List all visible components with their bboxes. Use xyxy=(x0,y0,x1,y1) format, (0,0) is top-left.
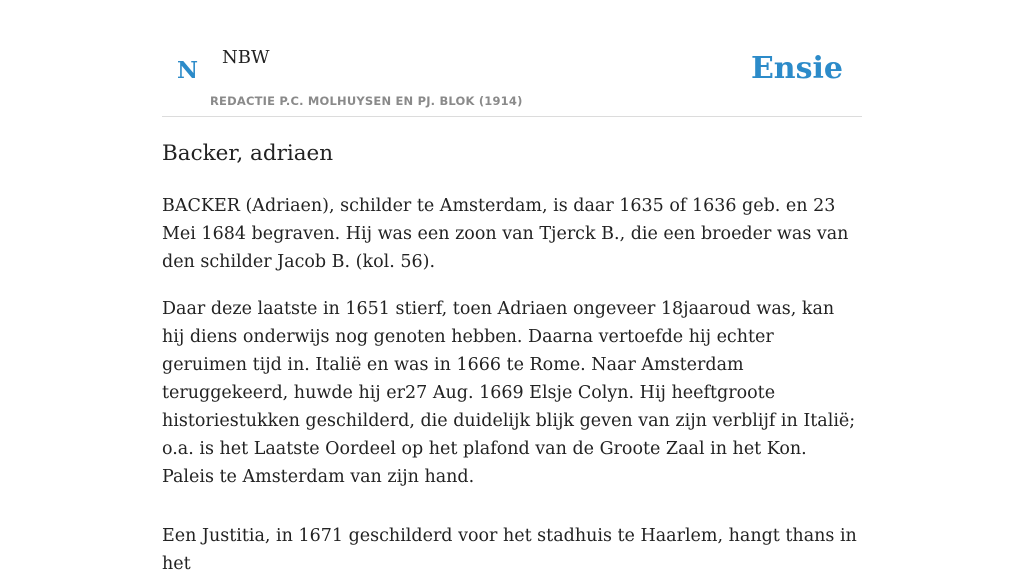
brand-logo-link[interactable]: Ensie xyxy=(750,51,843,86)
article-paragraph: BACKER (Adriaen), schilder te Amsterdam, is daar 1635 of 1636 geb. en 23 Mei 1684 begraven. Hij was een zoon van Tjerck B., die een broeder was van den schilder Jacob B. (kol. 56). xyxy=(162,196,849,272)
source-name[interactable]: NBW xyxy=(222,47,270,68)
article-paragraph: Daar deze laatste in 1651 stierf, toen Adriaen ongeveer 18jaaroud was, kan hij diens onderwijs nog genoten hebben. Daarna vertoefde hij echter geruimen tijd in. Italië en was in 1666 te Rome. Naar Amsterdam teruggekeerd, huwde hij er27 Aug. 1669 Elsje Colyn. Hij heeftgroote historiestukken geschilderd, die duidelijk blijk geven van zijn verblijf in Italië; o.a. is het Laatste Oordeel op het plafond van de Groote Zaal in het Kon. Paleis te Amsterdam van zijn hand. xyxy=(162,299,856,487)
source-header xyxy=(162,0,862,117)
article xyxy=(162,138,862,578)
source-subtitle: REDACTIE P.C. MOLHUYSEN EN PJ. BLOK (1914) xyxy=(210,94,523,108)
source-logo: N xyxy=(177,57,199,84)
article-paragraph: Een Justitia, in 1671 geschilderd voor het stadhuis te Haarlem, hangt thans in het xyxy=(162,526,857,574)
article-title: Backer, adriaen xyxy=(162,141,334,166)
